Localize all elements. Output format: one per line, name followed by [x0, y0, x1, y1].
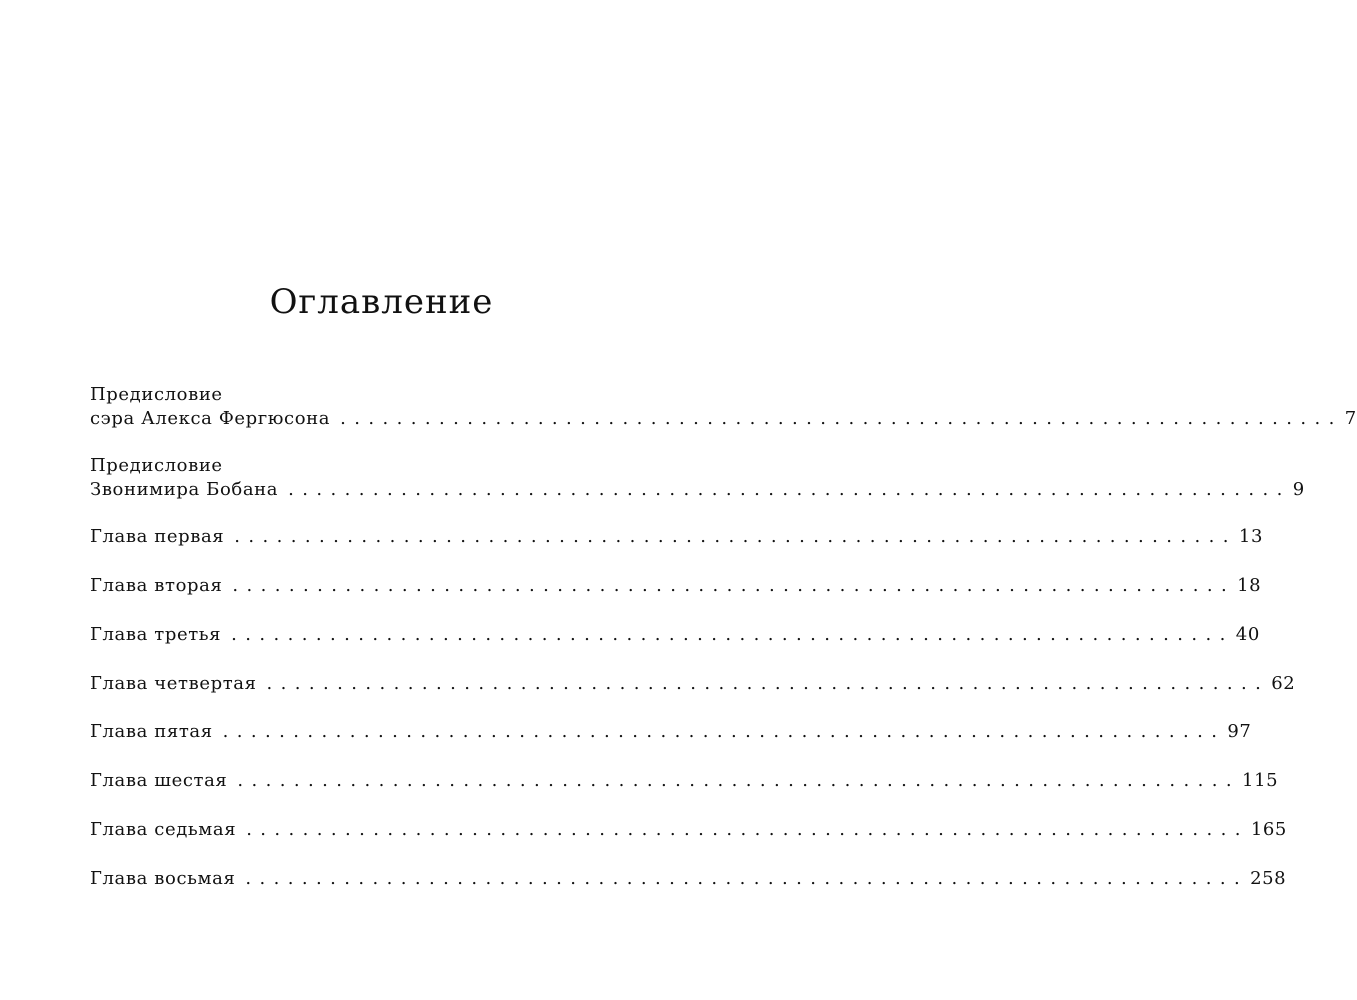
toc-page-number: 9: [1292, 479, 1305, 500]
toc-entry-line: [90, 720, 1252, 744]
dot-leader: .......................................................................: [340, 408, 1343, 429]
toc-page-number: 258: [1250, 868, 1287, 889]
toc-entry-chapter-2: [90, 574, 1262, 598]
toc-page-number: 7: [1344, 408, 1357, 429]
dot-leader: .......................................................................: [231, 624, 1234, 645]
dot-leader: .......................................................................: [245, 868, 1249, 889]
toc-entry-title: Глава четвертая: [90, 673, 257, 694]
toc-entry-title: Глава вторая: [90, 575, 223, 596]
dot-leader: .......................................................................: [288, 479, 1291, 500]
toc-page-number: 62: [1271, 673, 1296, 694]
toc-entry-line: [90, 867, 1287, 891]
toc-entry-title-line-2: Звонимира Бобана: [90, 479, 279, 500]
toc-entry-title: Глава третья: [90, 624, 222, 645]
toc-entry-title: Глава пятая: [90, 721, 213, 742]
toc-entry-foreword-boban: [90, 454, 1305, 502]
dot-leader: .......................................................................: [222, 721, 1226, 742]
dot-leader: .......................................................................: [266, 673, 1270, 694]
toc-entry-title: Глава восьмая: [90, 868, 236, 889]
toc-entry-title-line-2: сэра Алекса Фергюсона: [90, 408, 331, 429]
toc-entry-title: Глава седьмая: [90, 819, 237, 840]
toc-entry-title-line-1: Предисловие: [90, 384, 223, 405]
toc-entry-line: [90, 623, 1260, 647]
page-title: Оглавление: [269, 282, 494, 322]
toc-page-number: 165: [1250, 819, 1287, 840]
toc-entry-line: [90, 407, 1357, 431]
toc-entry-line: [90, 454, 663, 478]
dot-leader: .......................................................................: [232, 575, 1236, 596]
dot-leader: .......................................................................: [237, 770, 1241, 791]
toc-entry-line: [90, 574, 1262, 598]
toc-entry-line: [90, 525, 1264, 549]
toc-entry-line: [90, 672, 1296, 696]
dot-leader: .......................................................................: [246, 819, 1249, 840]
toc-page-number: 115: [1242, 770, 1279, 791]
toc-entry-chapter-6: [90, 769, 1279, 793]
toc-page-number: 97: [1227, 721, 1252, 742]
toc-page-number: 18: [1237, 575, 1262, 596]
toc-entry-foreword-ferguson: [90, 383, 1357, 431]
toc-entry-chapter-1: [90, 525, 1264, 549]
dot-leader: .......................................................................: [234, 526, 1237, 547]
toc-entry-title: Глава шестая: [90, 770, 228, 791]
toc-entry-line: [90, 769, 1279, 793]
toc-entry-title: Глава первая: [90, 526, 225, 547]
toc-page-number: 40: [1235, 624, 1260, 645]
toc-entry-title-line-1: Предисловие: [90, 455, 223, 476]
toc-entry-chapter-4: [90, 672, 1296, 696]
toc-entry-line: [90, 383, 663, 407]
toc-entry-chapter-8: [90, 867, 1287, 891]
toc-entry-chapter-5: [90, 720, 1252, 744]
toc-entry-chapter-3: [90, 623, 1260, 647]
toc-entry-line: [90, 478, 1305, 502]
toc-entry-line: [90, 818, 1287, 842]
toc-entry-chapter-7: [90, 818, 1287, 842]
toc-page-number: 13: [1238, 526, 1264, 547]
